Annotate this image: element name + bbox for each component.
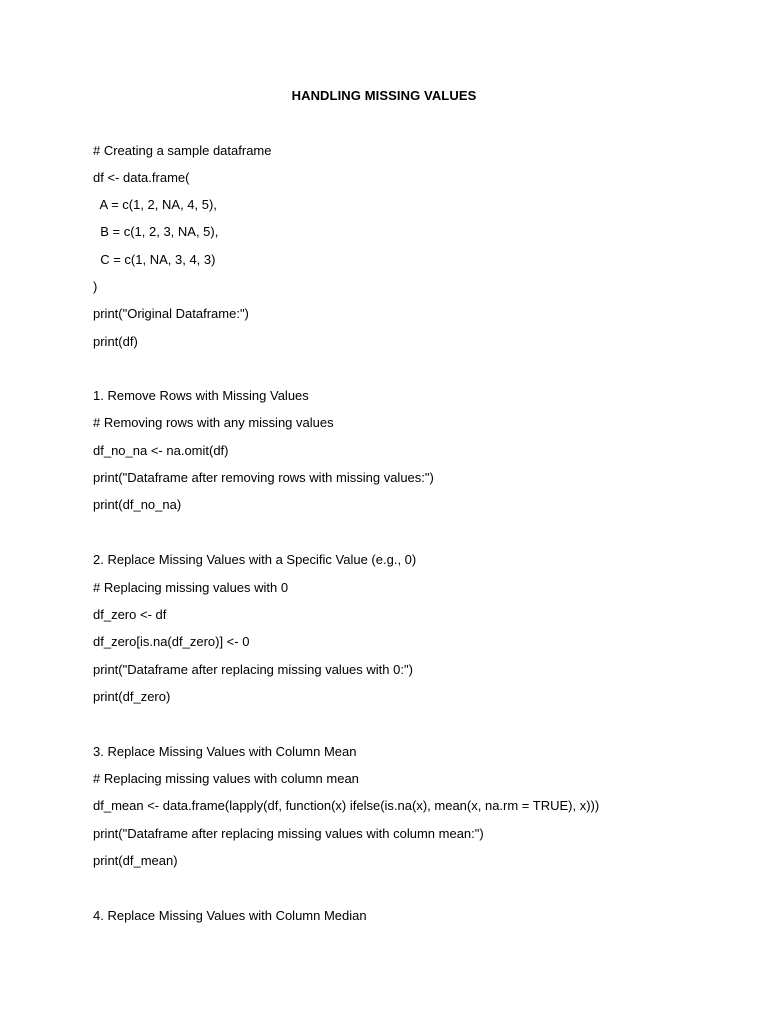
code-line: print(df_zero) — [93, 689, 171, 704]
code-line: print(df_no_na) — [93, 497, 182, 512]
document-title: HANDLING MISSING VALUES — [291, 88, 477, 103]
code-comment: # Replacing missing values with column mean — [93, 771, 359, 786]
section-heading-1: 1. Remove Rows with Missing Values — [93, 388, 309, 403]
code-comment: # Replacing missing values with 0 — [93, 580, 289, 595]
section-heading-2: 2. Replace Missing Values with a Specific Value (e.g., 0) — [93, 552, 417, 567]
code-line: print("Dataframe after removing rows with missing values:") — [93, 470, 434, 485]
code-line: df <- data.frame( — [93, 170, 190, 185]
code-line: A = c(1, 2, NA, 4, 5), — [93, 197, 217, 212]
code-line: C = c(1, NA, 3, 4, 3) — [93, 252, 216, 267]
code-line: print("Original Dataframe:") — [93, 306, 249, 321]
code-line: df_zero <- df — [93, 607, 167, 622]
code-line: df_no_na <- na.omit(df) — [93, 443, 229, 458]
code-line: ) — [93, 279, 98, 294]
code-line: df_zero[is.na(df_zero)] <- 0 — [93, 634, 250, 649]
code-line: B = c(1, 2, 3, NA, 5), — [93, 224, 219, 239]
section-heading-3: 3. Replace Missing Values with Column Mean — [93, 744, 357, 759]
code-line: print("Dataframe after replacing missing values with column mean:") — [93, 826, 484, 841]
section-heading-4: 4. Replace Missing Values with Column Median — [93, 908, 367, 923]
code-comment: # Creating a sample dataframe — [93, 143, 272, 158]
code-comment: # Removing rows with any missing values — [93, 415, 334, 430]
code-line: print(df) — [93, 334, 138, 349]
code-line: print("Dataframe after replacing missing values with 0:") — [93, 662, 413, 677]
code-line: print(df_mean) — [93, 853, 178, 868]
code-line: df_mean <- data.frame(lapply(df, function(x) ifelse(is.na(x), mean(x, na.rm = TRUE), x))) — [93, 798, 600, 813]
